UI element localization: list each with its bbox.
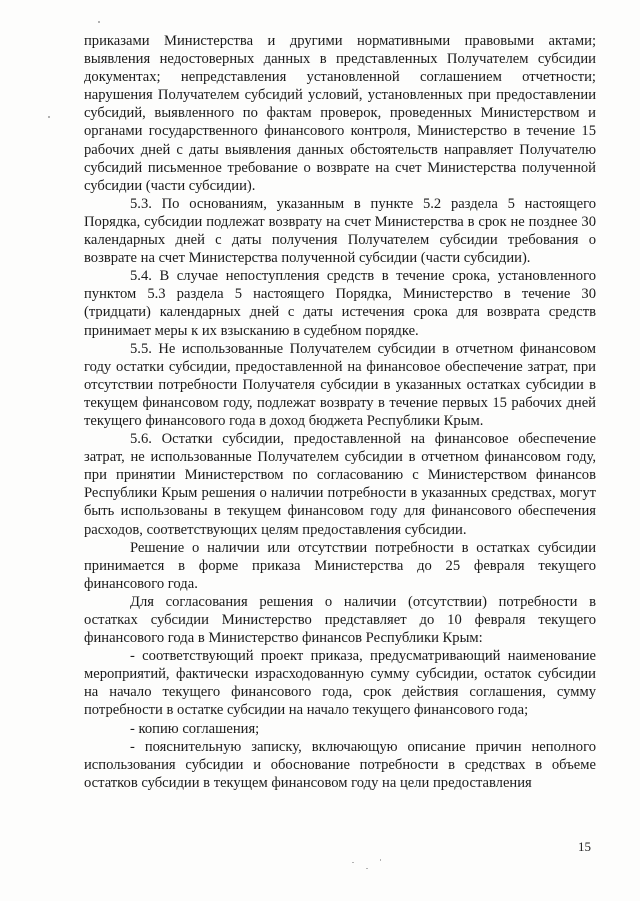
- paragraph-decision: Решение о наличии или отсутствии потребности в остатках субсидии принимается в форме приказа Министерства до 25 февраля текущего финансового года.: [84, 539, 596, 592]
- paragraph-continuation: приказами Министерства и другими нормативными правовыми актами; выявления недостоверных данных в представленных Получателем субсидии документах; непредставления установленной соглашением отчетности; нарушения Получателем субсидий условий, установленных при предоставлении субсидий, выявленного по фактам проверок, проведенных Министерством и органами государственного финансового контроля, Министерство в течение 15 рабочих дней с даты выявления данных обстоятельств направляет Получателю субсидий письменное требование о возврате на счет Министерства полученной субсидии (части субсидии).: [84, 33, 596, 194]
- list-item-agreement-copy: - копию соглашения;: [130, 720, 260, 737]
- page-number: 15: [578, 839, 591, 854]
- paragraph-5-6: 5.6. Остатки субсидии, предоставленной на финансовое обеспечение затрат, не использованные Получателем субсидии в отчетном финансовом году, при принятии Министерством по согласованию с Министерством финансов Республики Крым решения о наличии потребности в указанных средствах, могут быть использованы в текущем финансовом году для финансового обеспечения расходов, соответствующих целям предоставления субсидии.: [84, 431, 596, 538]
- list-item-explanatory-note: - пояснительную записку, включающую описание причин неполного использования субсидии и обоснование потребности в средствах в объеме остатков субсидии в текущем финансовом году на цели предоставления: [84, 738, 596, 791]
- paragraph-approval: Для согласования решения о наличии (отсутствии) потребности в остатках субсидии Министерство представляет до 10 февраля текущего финансового года в Министерство финансов Республики Крым:: [84, 593, 596, 647]
- paragraph-5-3: 5.3. По основаниям, указанным в пункте 5.2 раздела 5 настоящего Порядка, субсидии подлежат возврату на счет Министерства в срок не позднее 30 календарных дней с даты получения Получателем субсидии требования о возврате на счет Министерства полученной субсидии (части субсидии).: [84, 195, 596, 267]
- document-body: [84, 32, 596, 792]
- scan-speck: [352, 862, 354, 863]
- scan-speck: [48, 116, 50, 118]
- scan-speck: [380, 859, 381, 861]
- paragraph-5-5: 5.5. Не использованные Получателем субсидии в отчетном финансовом году остатки субсидии, предоставленной на финансовое обеспечение затрат, при отсутствии потребности Получателя субсидии в указанных остатках субсидии в текущем финансовом году, подлежат возврату в течение первых 15 рабочих дней текущего финансового года в доход бюджета Республики Крым.: [84, 340, 596, 429]
- scan-speck: [366, 868, 368, 869]
- list-item-draft-order: - соответствующий проект приказа, предусматривающий наименование мероприятий, фактически израсходованную сумму субсидии, остаток субсидии на начало текущего финансового года, срок действия соглашения, сумму потребности в остатке субсидии на начало текущего финансового года;: [84, 648, 596, 719]
- paragraph-5-4: 5.4. В случае непоступления средств в течение срока, установленного пунктом 5.3 раздела 5 настоящего Порядка, Министерство в течение 30 (тридцати) календарных дней с даты истечения срока для возврата средств принимает меры к их взысканию в судебном порядке.: [84, 268, 596, 339]
- scan-speck: [98, 21, 100, 23]
